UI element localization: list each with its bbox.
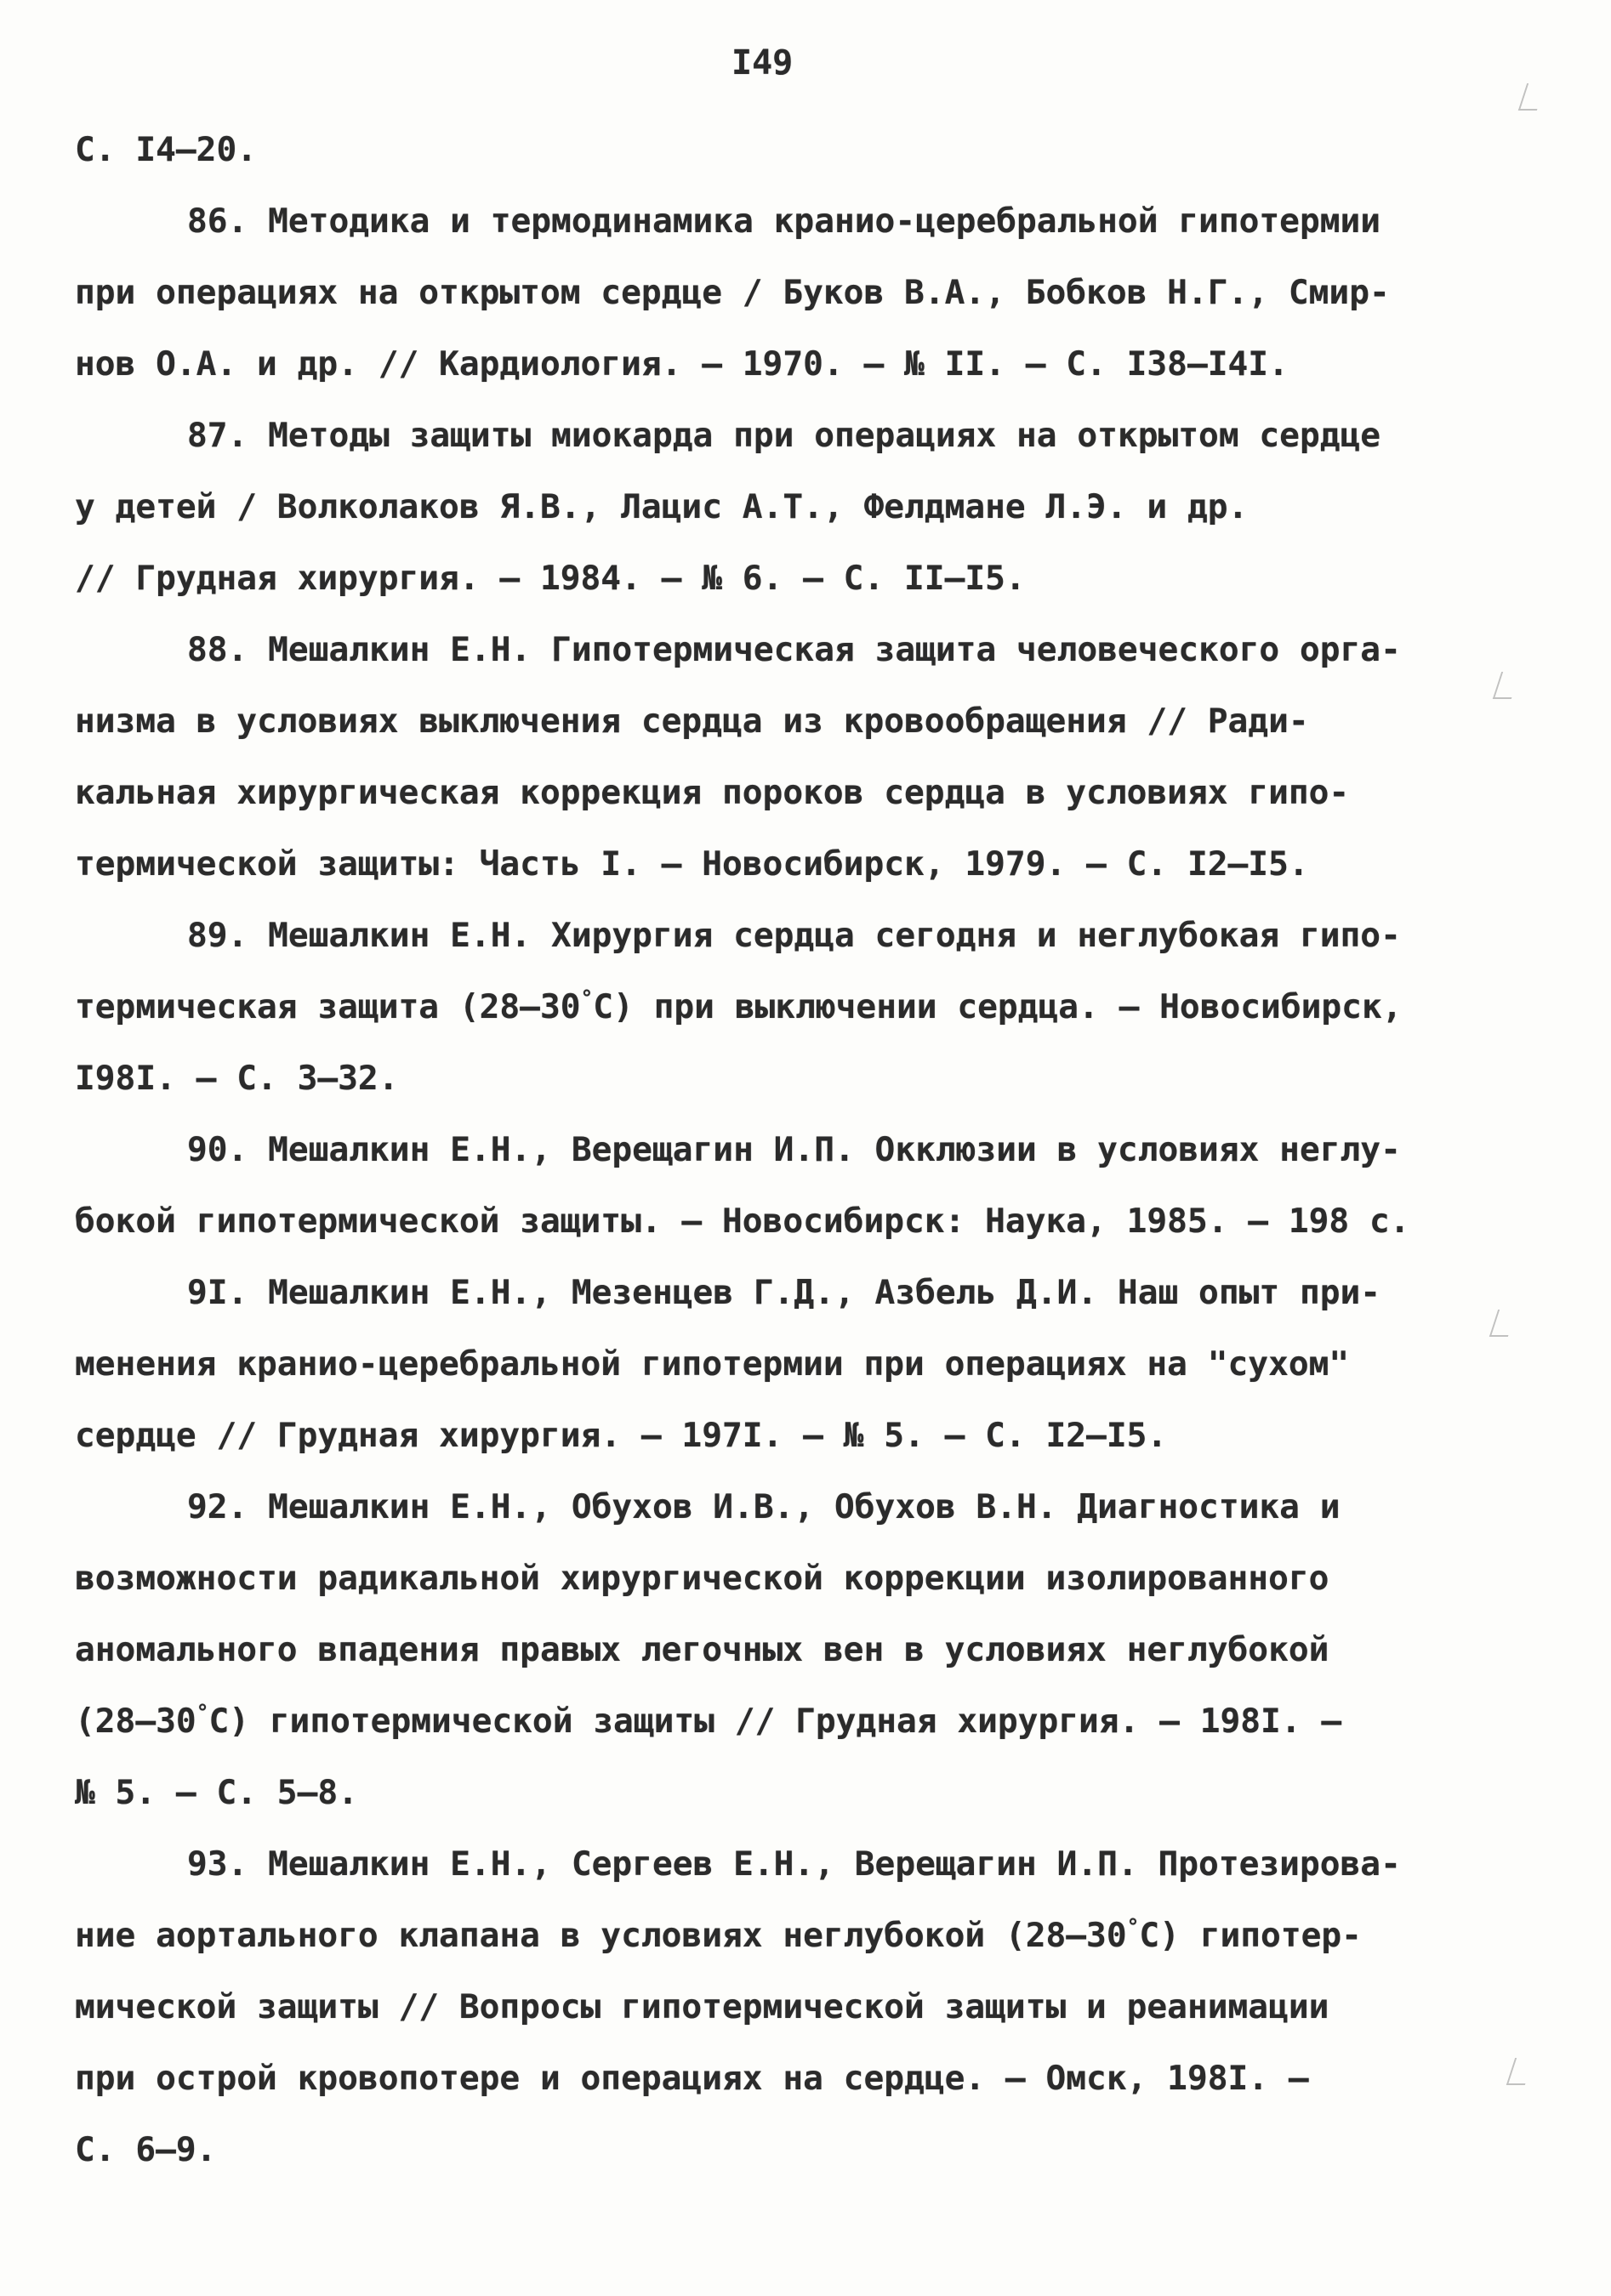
ref-89-line-1: 89. Мешалкин Е.Н. Хирургия сердца сегодня и неглубокая гипо-: [187, 916, 1401, 955]
ref-91-line-1: 9I. Мешалкин Е.Н., Мезенцев Г.Д., Азбель Д.И. Наш опыт при-: [187, 1273, 1381, 1312]
degree-sign: °: [1126, 1913, 1140, 1939]
ref-88-line-2: низма в условиях выключения сердца из кровообращения // Ради-: [75, 702, 1309, 741]
scan-mark: [1493, 672, 1520, 699]
ref-90-line-2: бокой гипотермической защиты. – Новосибирск: Наука, 1985. – 198 с.: [75, 1202, 1410, 1241]
ref-87-line-2: у детей / Волколаков Я.В., Лацис А.Т., Фелдмане Л.Э. и др.: [75, 487, 1249, 526]
ref-91-line-3: сердце // Грудная хирургия. – 197I. – № 5. – С. I2–I5.: [75, 1416, 1168, 1455]
ref-92-line-3: аномального впадения правых легочных вен в условиях неглубокой: [75, 1630, 1329, 1669]
ref-92-line-5: № 5. – С. 5–8.: [75, 1773, 358, 1812]
scan-mark: [1518, 83, 1546, 111]
ref-92-line-1: 92. Мешалкин Е.Н., Обухов И.В., Обухов В.Н. Диагностика и: [187, 1487, 1341, 1526]
ref-87-line-1: 87. Методы защиты миокарда при операциях на открытом сердце: [187, 416, 1381, 455]
ref-92-line-2: возможности радикальной хирургической коррекции изолированного: [75, 1559, 1329, 1598]
ref-86-line-1: 86. Методика и термодинамика кранио-церебральной гипотермии: [187, 202, 1381, 241]
ref-93-line-2: ние аортального клапана в условиях неглубокой (28–30°С) гипотер-: [75, 1913, 1362, 1955]
ref-89-line-2: термическая защита (28–30°С) при выключении сердца. – Новосибирск,: [75, 985, 1403, 1026]
ref-86-line-2: при операциях на открытом сердце / Буков В.А., Бобков Н.Г., Смир-: [75, 273, 1390, 312]
ref-93-line-5: С. 6–9.: [75, 2130, 217, 2169]
ref-88-line-4: термической защиты: Часть I. – Новосибирск, 1979. – С. I2–I5.: [75, 844, 1309, 884]
degree-sign: °: [580, 985, 594, 1010]
ref-88-line-3: кальная хирургическая коррекция пороков сердца в условиях гипо-: [75, 773, 1350, 812]
ref-93-line-3: мической защиты // Вопросы гипотермической защиты и реанимации: [75, 1987, 1329, 2026]
degree-sign: °: [196, 1699, 209, 1725]
scan-mark: [1489, 1310, 1517, 1337]
ref-93-line-4: при острой кровопотере и операциях на сердце. – Омск, 198I. –: [75, 2059, 1309, 2098]
ref-90-line-1: 90. Мешалкин Е.Н., Верещагин И.П. Окклюзии в условиях неглу-: [187, 1130, 1401, 1169]
ref-91-line-2: менения кранио-церебральной гипотермии при операциях на "сухом": [75, 1344, 1350, 1384]
ref-85-tail: С. I4–20.: [75, 130, 258, 169]
ref-86-line-3: нов О.А. и др. // Кардиология. – 1970. – № II. – С. I38–I4I.: [75, 344, 1289, 384]
ref-88-line-1: 88. Мешалкин Е.Н. Гипотермическая защита человеческого орга-: [187, 630, 1401, 669]
ref-92-line-4: (28–30°С) гипотермической защиты // Грудная хирургия. – 198I. –: [75, 1699, 1342, 1741]
ref-87-line-3: // Грудная хирургия. – 1984. – № 6. – С. II–I5.: [75, 559, 1026, 598]
ref-89-line-3: I98I. – С. 3–32.: [75, 1059, 399, 1098]
ref-93-line-1: 93. Мешалкин Е.Н., Сергеев Е.Н., Верещагин И.П. Протезирова-: [187, 1844, 1401, 1884]
page-number: I49: [731, 43, 794, 82]
